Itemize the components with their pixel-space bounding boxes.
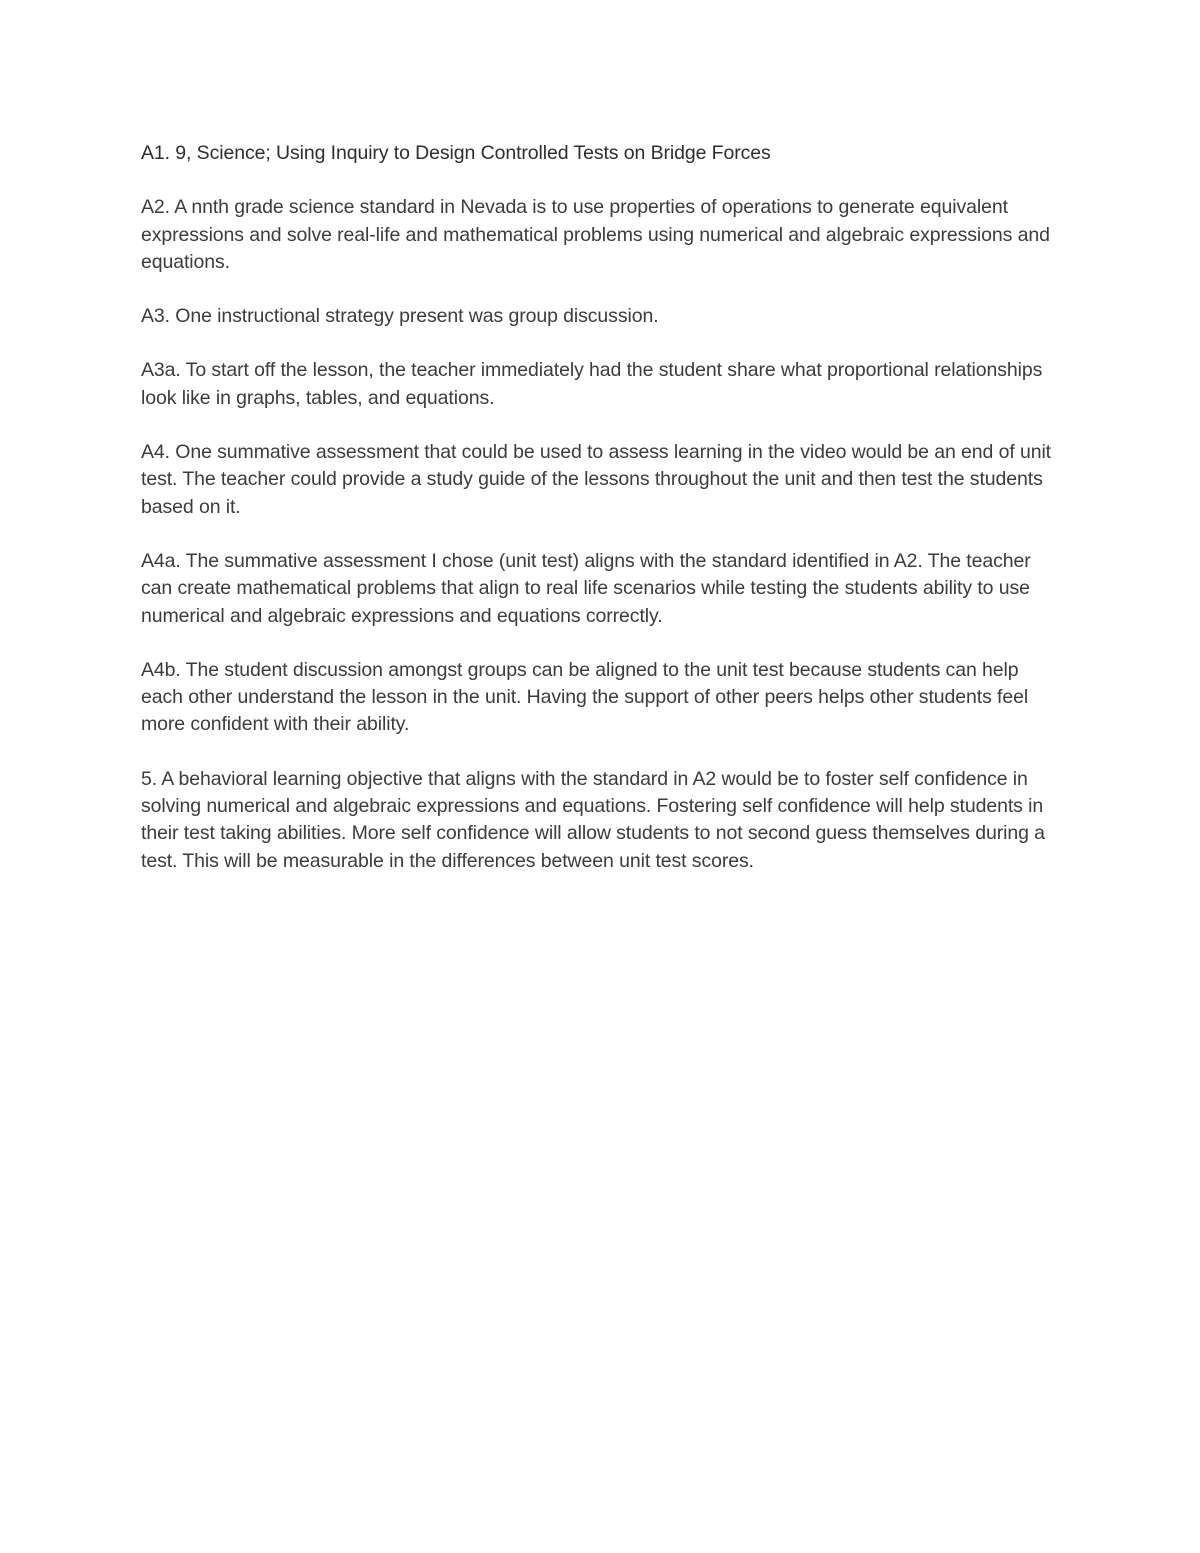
paragraph-5: 5. A behavioral learning objective that aligns with the standard in A2 would be to foster self confidence in solving numerical and algebraic expressions and equations. Fostering self confidence will help students in their test taking abilities. More self confidence will allow students to not second guess themselves during a test. This will be measurable in the differences between unit test scores. [141,767,1045,872]
paragraph-a2: A2. A nnth grade science standard in Nevada is to use properties of operations to generate equivalent expressions and solve real-life and mathematical problems using numerical and algebraic expressions and equations. [141,196,1050,273]
paragraph-a4: A4. One summative assessment that could be used to assess learning in the video would be an end of unit test. The teacher could provide a study guide of the lessons throughout the unit and then test the students based on it. [141,441,1051,518]
document-body [141,140,1061,902]
paragraph-a1: A1. 9, Science; Using Inquiry to Design Controlled Tests on Bridge Forces [141,142,771,164]
paragraph-a4a: A4a. The summative assessment I chose (unit test) aligns with the standard identified in A2. The teacher can create mathematical problems that align to real life scenarios while testing the students ability to use numerical and algebraic expressions and equations correctly. [141,549,1031,627]
paragraph-a4b: A4b. The student discussion amongst groups can be aligned to the unit test because students can help each other understand the lesson in the unit. Having the support of other peers helps other students feel more confident with their ability. [141,658,1029,736]
paragraph-a3a: A3a. To start off the lesson, the teacher immediately had the student share what proportional relationships look like in graphs, tables, and equations. [141,359,1043,409]
paragraph-a3: A3. One instructional strategy present was group discussion. [141,305,659,328]
